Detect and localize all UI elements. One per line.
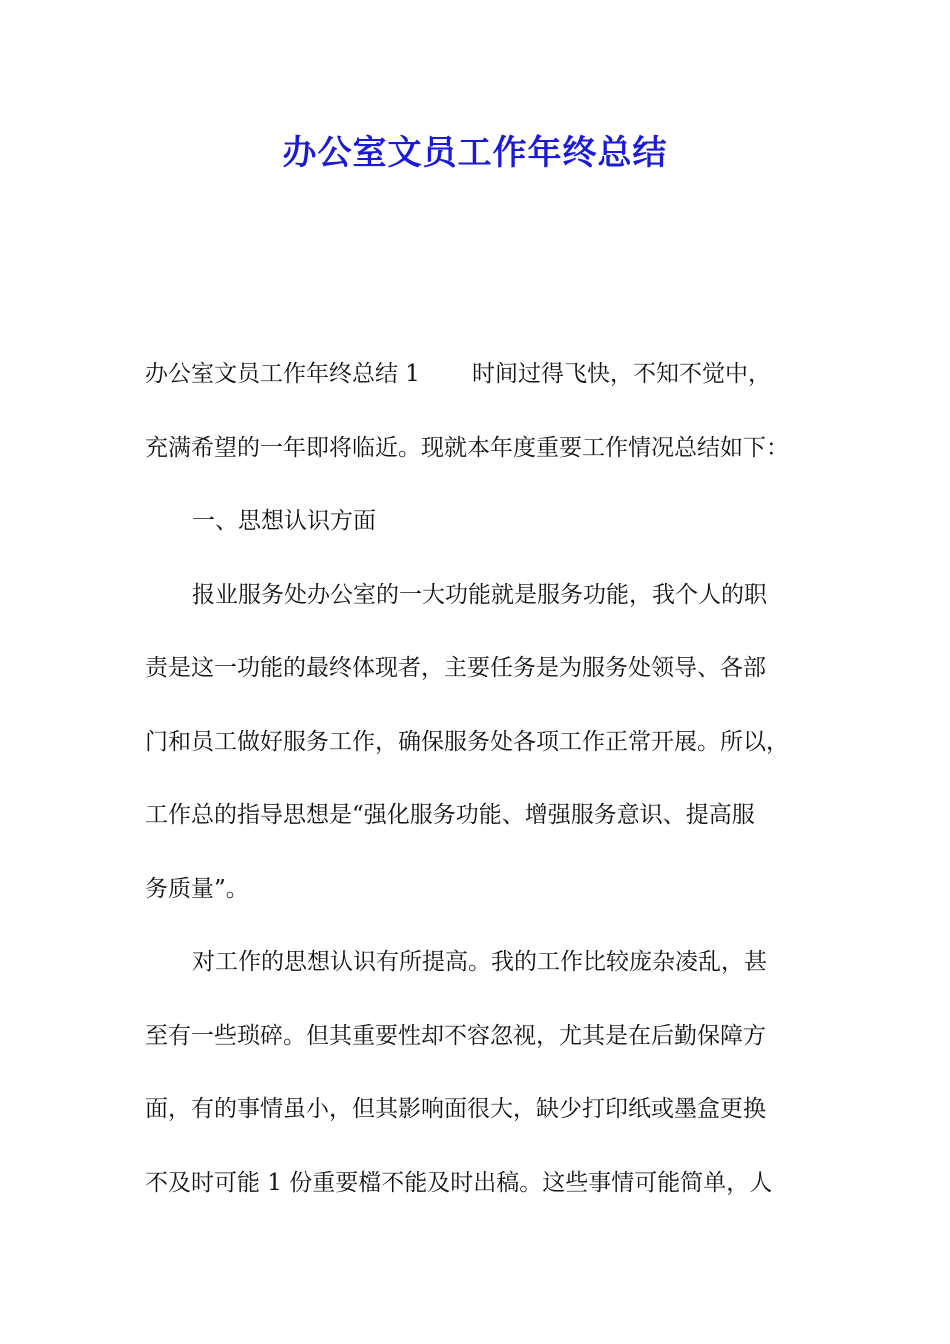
- body-line-1: [145, 338, 825, 412]
- body-line-8: 务质量”。: [145, 875, 249, 902]
- body-line-2: 充满希望的一年即将临近。现就本年度重要工作情况总结如下：: [145, 434, 789, 461]
- body-line-9: 对工作的思想认识有所提高。我的工作比较庞杂凌乱，甚: [192, 949, 767, 975]
- document-title: 办公室文员工作年终总结: [282, 133, 668, 173]
- body-line-1-text: 时间过得飞快，不知不觉中，: [471, 361, 771, 387]
- body-line-4: 报业服务处办公室的一大功能就是服务功能，我个人的职: [192, 581, 767, 608]
- body-line-11: 面，有的事情虽小，但其影响面很大，缺少打印纸或墨盒更换: [145, 1096, 766, 1122]
- body-line-5: 责是这一功能的最终体现者，主要任务是为服务处领导、各部: [145, 655, 766, 681]
- document-body: [145, 338, 825, 1220]
- body-line-10: 至有一些琐碎。但其重要性却不容忽视，尤其是在后勤保障方: [145, 1022, 766, 1049]
- body-line-12: 不及时可能 1 份重要檔不能及时出稿。这些事情可能简单，人: [145, 1169, 773, 1196]
- subsection-heading: 一、思想认识方面: [192, 508, 376, 534]
- body-line-6: 门和员工做好服务工作，确保服务处各项工作正常开展。所以，: [145, 728, 789, 755]
- body-line-7: 工作总的指导思想是“强化服务功能、增强服务意识、提高服: [145, 802, 755, 828]
- section-heading-inline: 办公室文员工作年终总结 1: [145, 361, 420, 387]
